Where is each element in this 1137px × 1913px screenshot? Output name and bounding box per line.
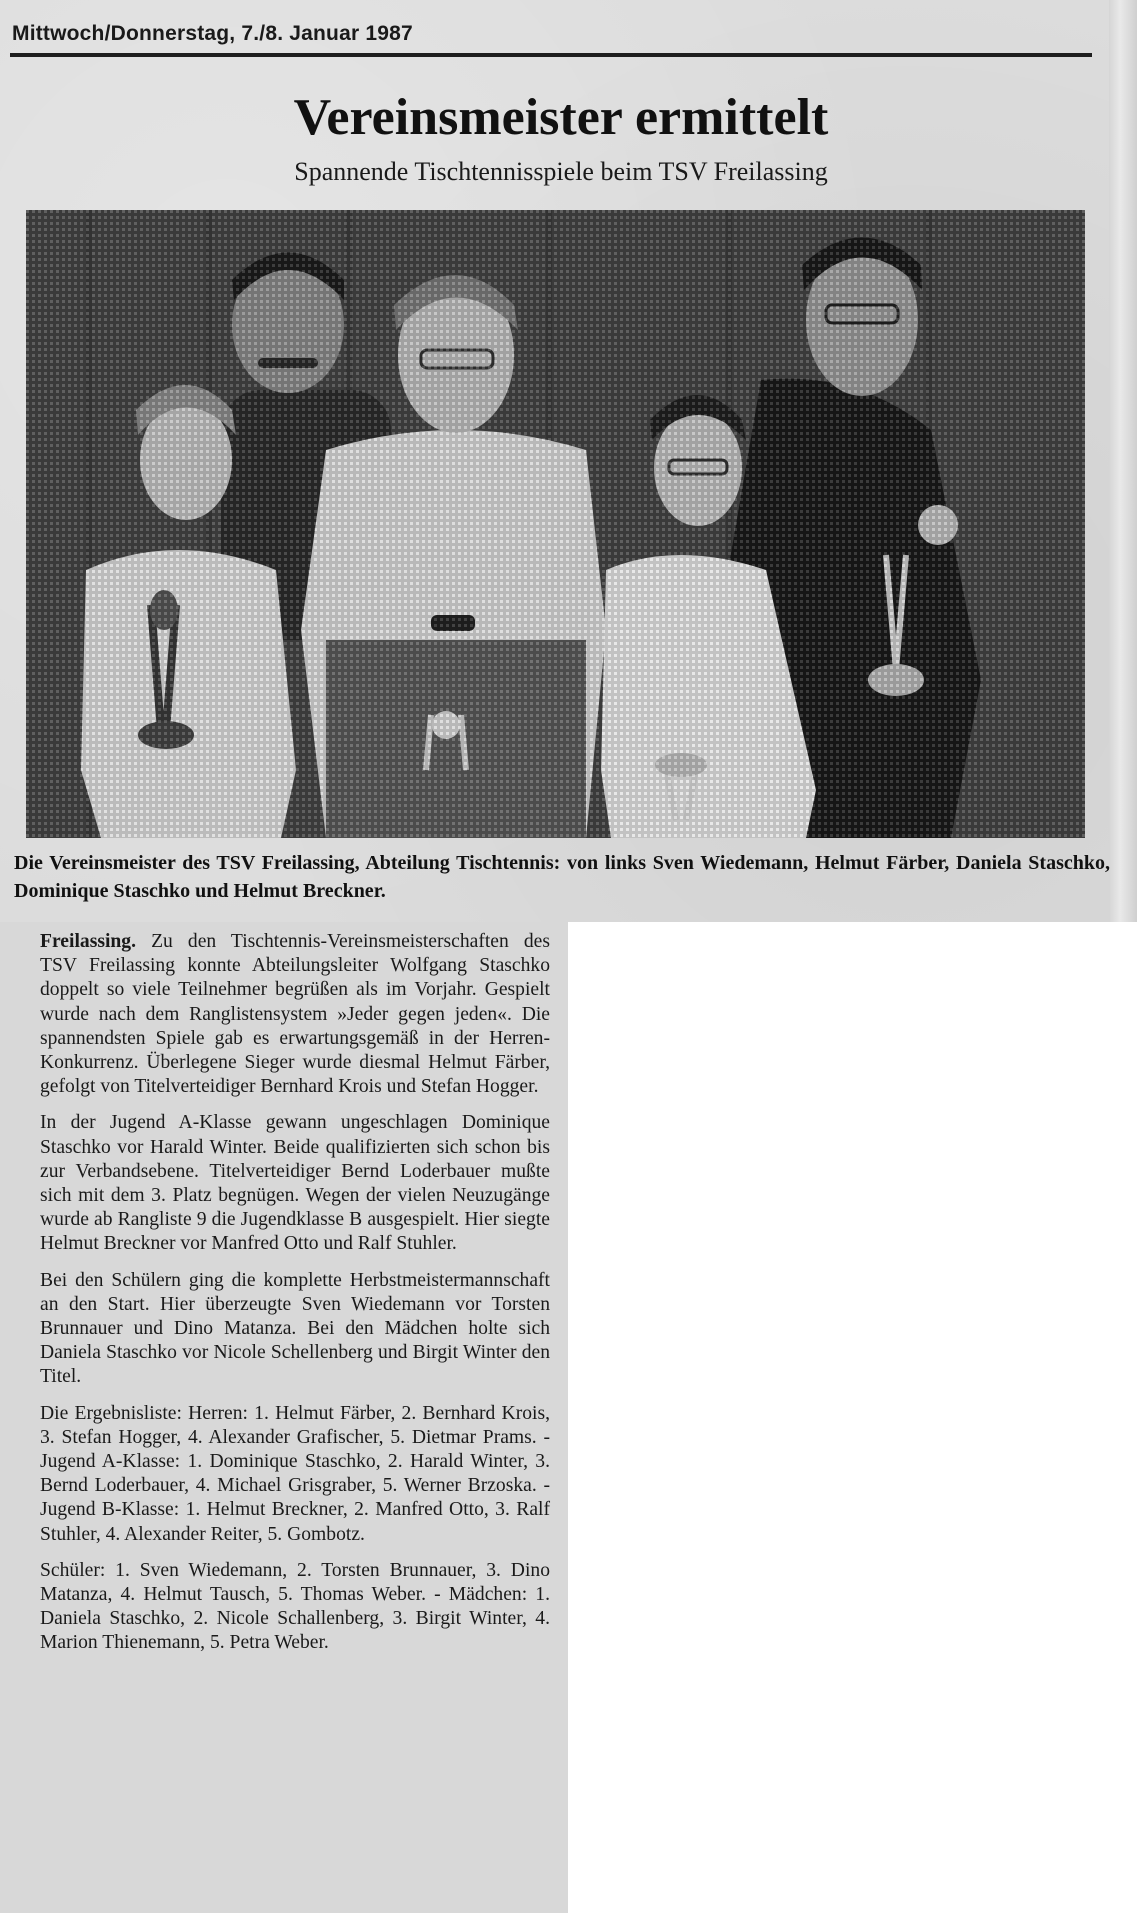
headline: Vereinsmeister ermittelt	[293, 89, 829, 146]
article-paragraph-5: Schüler: 1. Sven Wiedemann, 2. Torsten Brunnauer, 3. Dino Matanza, 4. Helmut Tausch, 5. Thomas Weber. - Mädchen: 1. Daniela Staschko, 2. Nicole Schallenberg, 3. Birgit Winter, 4. Marion Thienemann, 5. Petra Weber.	[40, 1559, 550, 1654]
group-photo-icon	[26, 210, 1085, 838]
photo-caption: Die Vereinsmeister des TSV Freilassing, Abteilung Tischtennis: von links Sven Wiedemann, Helmut Färber, Daniela Staschko, Dominique Staschko und Helmut Breckner.	[14, 852, 1110, 902]
article-paragraph-1-text: Zu den Tischtennis-Vereinsmeisterschaften des TSV Freilassing konnte Abteilungsleiter Wolfgang Staschko doppelt so viele Teilnehmer begrüßen als im Vorjahr. Gespielt wurde nach dem Ranglistensystem »Jeder gegen jeden«. Die spannendsten Spiele gab es erwartungsgemäß in der Herren-Konkurrenz. Überlegene Sieger wurde diesmal Helmut Färber, gefolgt von Titelverteidiger Bernhard Krois und Stefan Hogger.	[40, 931, 550, 1098]
group-photo	[26, 210, 1085, 838]
dateline: Mittwoch/Donnerstag, 7./8. Januar 1987	[12, 22, 413, 45]
subheadline: Spannende Tischtennisspiele beim TSV Freilassing	[294, 157, 828, 186]
article-paragraph-2: In der Jugend A-Klasse gewann ungeschlagen Dominique Staschko vor Harald Winter. Beide qualifizierten sich schon bis zur Verbandsebene. Titelverteidiger Bernd Loderbauer mußte sich mit dem 3. Platz begnügen. Wegen der vielen Neuzugänge wurde ab Rangliste 9 die Jugendklasse B ausgespielt. Hier siegte Helmut Breckner vor Manfred Otto und Ralf Stuhler.	[40, 1112, 550, 1255]
article-paragraph-3: Bei den Schülern ging die komplette Herbstmeistermannschaft an den Start. Hier überzeugte Sven Wiedemann vor Torsten Brunnauer und Dino Matanza. Bei den Mädchen holte sich Daniela Staschko vor Nicole Schellenberg und Birgit Winter den Titel.	[40, 1269, 550, 1388]
header-rule	[10, 53, 1092, 57]
article-body	[40, 930, 550, 1668]
article-lead-word: Freilassing.	[40, 931, 136, 952]
article-paragraph-4: Die Ergebnisliste: Herren: 1. Helmut Färber, 2. Bernhard Krois, 3. Stefan Hogger, 4. Alexander Grafischer, 5. Dietmar Prams. - Jugend A-Klasse: 1. Dominique Staschko, 2. Harald Winter, 3. Bernd Loderbauer, 4. Michael Grisgraber, 5. Werner Brzoska. - Jugend B-Klasse: 1. Helmut Breckner, 2. Manfred Otto, 3. Ralf Stuhler, 4. Alexander Reiter, 5. Gombotz.	[40, 1402, 550, 1545]
article-paragraph-1	[40, 930, 550, 1099]
